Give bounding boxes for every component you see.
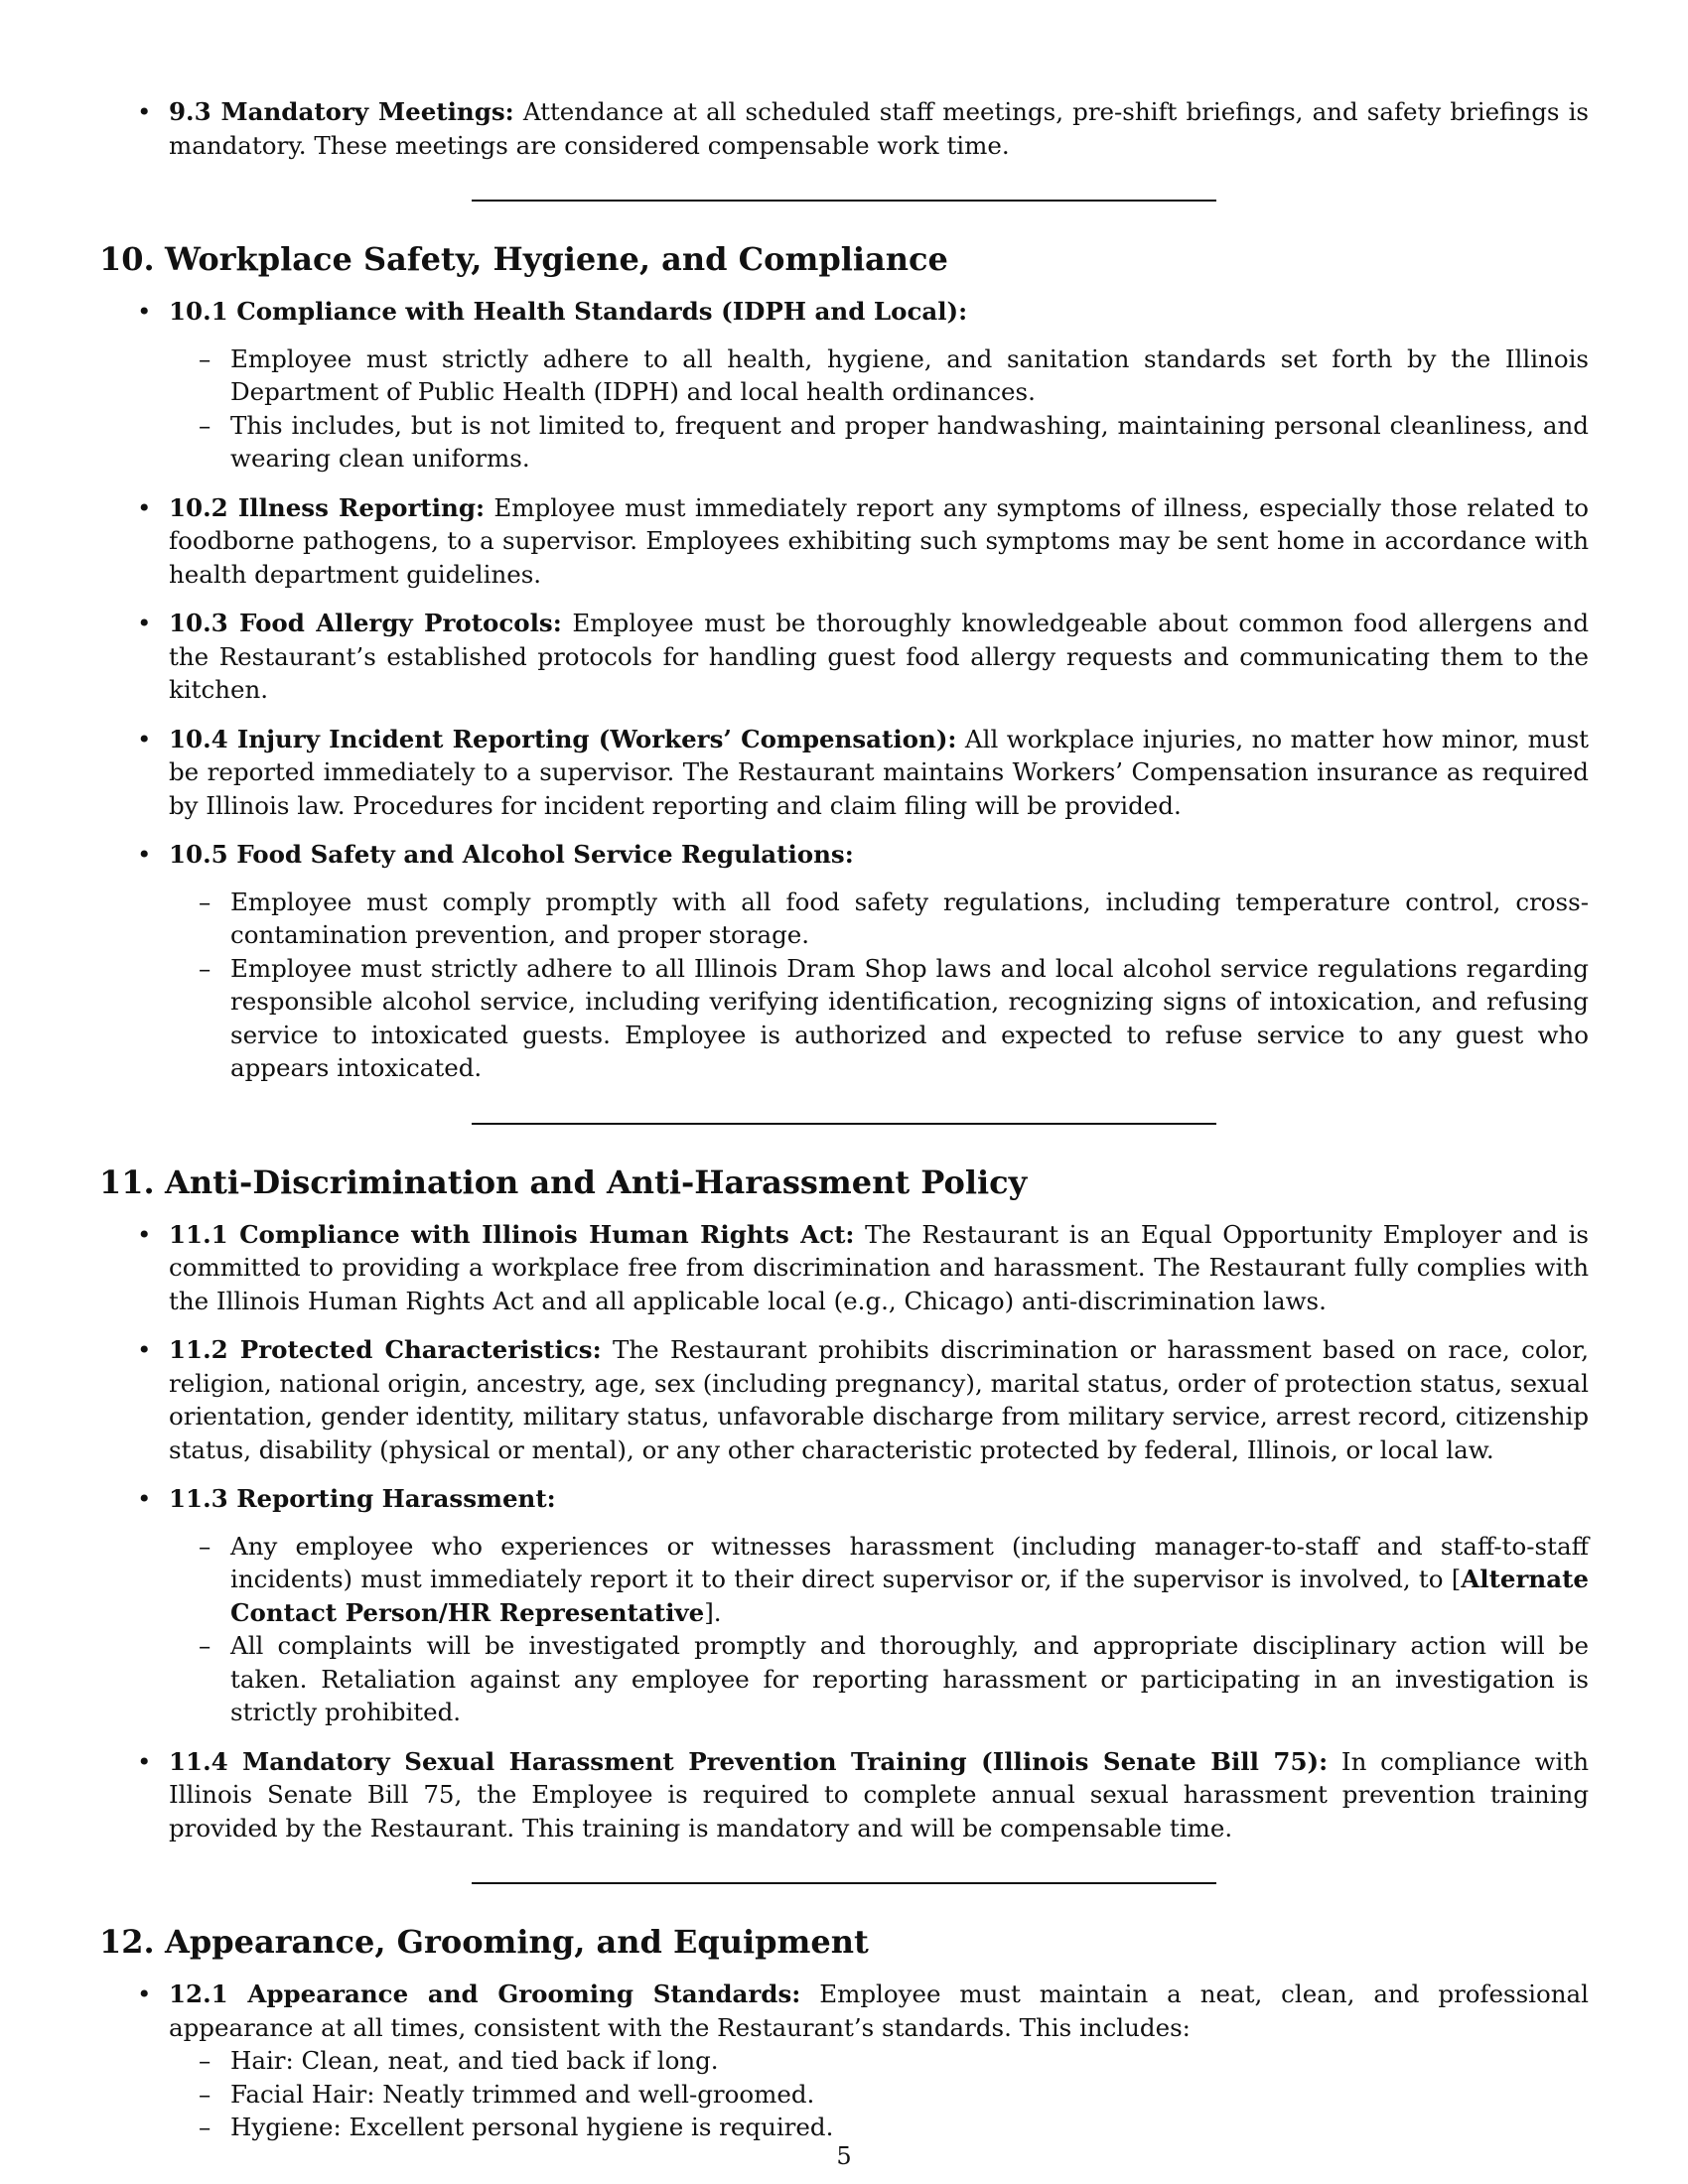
list-item-10-5 bbox=[99, 838, 1589, 1085]
section-heading-11 bbox=[99, 1162, 1589, 1202]
section-11-list bbox=[99, 1218, 1589, 1845]
item-label: 10.3 Food Allergy Protocols: bbox=[169, 609, 562, 637]
item-label: 10.2 Illness Reporting: bbox=[169, 492, 485, 522]
list-item-10-2 bbox=[99, 491, 1589, 592]
section-divider bbox=[472, 1123, 1216, 1125]
section-number: 12. bbox=[99, 1923, 155, 1961]
sub-item: – Employee must strictly adhere to all Illinois Dram Shop laws and local alcohol service regulations regarding responsible alcohol service, including verifying identification, recognizing signs of intoxication, and refusing service to intoxicated guests. Employee is authorized and expected to refuse service to any guest who appears intoxicated. bbox=[169, 952, 1589, 1085]
list-item-10-1 bbox=[99, 295, 1589, 476]
section-number: 10. bbox=[99, 240, 155, 278]
section-heading-10 bbox=[99, 239, 1589, 279]
section-title: Workplace Safety, Hygiene, and Compliance bbox=[165, 240, 948, 278]
sub-item bbox=[169, 1530, 1589, 1630]
sub-item: – All complaints will be investigated promptly and thoroughly, and appropriate disciplinary action will be taken. Retaliation against any employee for reporting harassment or participating in an investigation is strictly prohibited. bbox=[169, 1629, 1589, 1729]
sub-item: – Hair: Clean, neat, and tied back if long. bbox=[169, 2044, 1589, 2078]
page-number: 5 bbox=[836, 2142, 852, 2170]
item-text: The Restaurant prohibits discrimination or harassment based on race, color, religion, national origin, ancestry, age, sex (including pregnancy), marital status, order of protection status, sexual orientation, gender identity, military status, unfavorable discharge from military service, arrest record, citizenship status, disability (physical or mental), or any other characteristic protected by federal, Illinois, or local law. bbox=[169, 1335, 1589, 1464]
sub-item: – Facial Hair: Neatly trimmed and well-groomed. bbox=[169, 2078, 1589, 2112]
list-item-10-4 bbox=[99, 723, 1589, 823]
document-page bbox=[99, 95, 1589, 2160]
contact-placeholder: Alternate Contact Person/HR Representative bbox=[230, 1565, 1589, 1627]
section-9-list bbox=[99, 95, 1589, 162]
sub-item: – Employee must strictly adhere to all health, hygiene, and sanitation standards set forth by the Illinois Department of Public Health (IDPH) and local health ordinances. bbox=[169, 342, 1589, 409]
sub-list bbox=[169, 342, 1589, 476]
sub-item: – This includes, but is not limited to, frequent and proper handwashing, maintaining personal cleanliness, and wearing clean uniforms. bbox=[169, 409, 1589, 476]
item-label: 11.4 Mandatory Sexual Harassment Prevention Training (Illinois Senate Bill 75): bbox=[169, 1746, 1329, 1776]
item-text: The Restaurant is an Equal Opportunity Employer and is committed to providing a workplace free from discrimination and harassment. The Restaurant fully complies with the Illinois Human Rights Act and all applicable local (e.g., Chicago) anti-discrimination laws. bbox=[169, 1219, 1589, 1315]
item-text: Employee must immediately report any symptoms of illness, especially those related to foodborne pathogens, to a supervisor. Employees exhibiting such symptoms may be sent home in accordance with health department guidelines. bbox=[169, 492, 1589, 589]
list-item-11-2 bbox=[99, 1333, 1589, 1466]
list-item-9-3 bbox=[99, 95, 1589, 162]
section-title: Anti-Discrimination and Anti-Harassment Policy bbox=[165, 1162, 1028, 1201]
item-label: 10.5 Food Safety and Alcohol Service Regulations: bbox=[169, 840, 854, 869]
item-label: 11.1 Compliance with Illinois Human Rights Act: bbox=[169, 1219, 855, 1249]
list-item-11-4 bbox=[99, 1745, 1589, 1845]
list-item-10-3 bbox=[99, 607, 1589, 707]
item-label: 9.3 Mandatory Meetings: bbox=[169, 97, 514, 126]
section-heading-12 bbox=[99, 1922, 1589, 1962]
document-content bbox=[99, 95, 1589, 2144]
list-item-11-3 bbox=[99, 1482, 1589, 1729]
contact-suffix: ]. bbox=[704, 1597, 722, 1627]
sub-list bbox=[169, 2044, 1589, 2144]
item-label: 10.1 Compliance with Health Standards (IDPH and Local): bbox=[169, 297, 968, 326]
item-label: 10.4 Injury Incident Reporting (Workers’ Compensation): bbox=[169, 724, 957, 753]
item-text: All workplace injuries, no matter how minor, must be reported immediately to a supervisor. The Restaurant maintains Workers’ Compensation insurance as required by Illinois law. Procedures for incident reporting and claim filing will be provided. bbox=[169, 724, 1590, 820]
sub-item: – Hygiene: Excellent personal hygiene is required. bbox=[169, 2111, 1589, 2144]
item-text: Employee must maintain a neat, clean, and professional appearance at all times, consistent with the Restaurant’s standards. This includes: bbox=[169, 1979, 1589, 2042]
section-number: 11. bbox=[99, 1162, 155, 1201]
item-text: In compliance with Illinois Senate Bill 75, the Employee is required to complete annual sexual harassment prevention training provided by the Restaurant. This training is mandatory and will be compensable time. bbox=[169, 1746, 1589, 1843]
section-12-list bbox=[99, 1978, 1589, 2144]
item-label: 12.1 Appearance and Grooming Standards: bbox=[169, 1979, 801, 2008]
item-text: Employee must be thoroughly knowledgeable about common food allergens and the Restaurant’s established protocols for handling guest food allergy requests and communicating them to the kitchen. bbox=[169, 609, 1589, 704]
section-title: Appearance, Grooming, and Equipment bbox=[165, 1923, 869, 1961]
item-text: Attendance at all scheduled staff meetings, pre-shift briefings, and safety briefings is mandatory. These meetings are considered compensable work time. bbox=[169, 97, 1589, 160]
sub-item: – Employee must comply promptly with all food safety regulations, including temperature control, cross-contamination prevention, and proper storage. bbox=[169, 886, 1589, 952]
sub-list bbox=[169, 886, 1589, 1085]
section-divider bbox=[472, 200, 1216, 202]
item-label: 11.2 Protected Characteristics: bbox=[169, 1335, 602, 1364]
sub-list bbox=[169, 1530, 1589, 1729]
section-divider bbox=[472, 1882, 1216, 1884]
sub-item-text: Any employee who experiences or witnesses harassment (including manager-to-staff and staff-to-staff incidents) must immediately report it to their direct supervisor or, if the supervisor is involved, to [ bbox=[230, 1531, 1589, 1593]
list-item-12-1 bbox=[99, 1978, 1589, 2144]
section-10-list bbox=[99, 295, 1589, 1085]
list-item-11-1 bbox=[99, 1218, 1589, 1318]
item-label: 11.3 Reporting Harassment: bbox=[169, 1484, 556, 1513]
